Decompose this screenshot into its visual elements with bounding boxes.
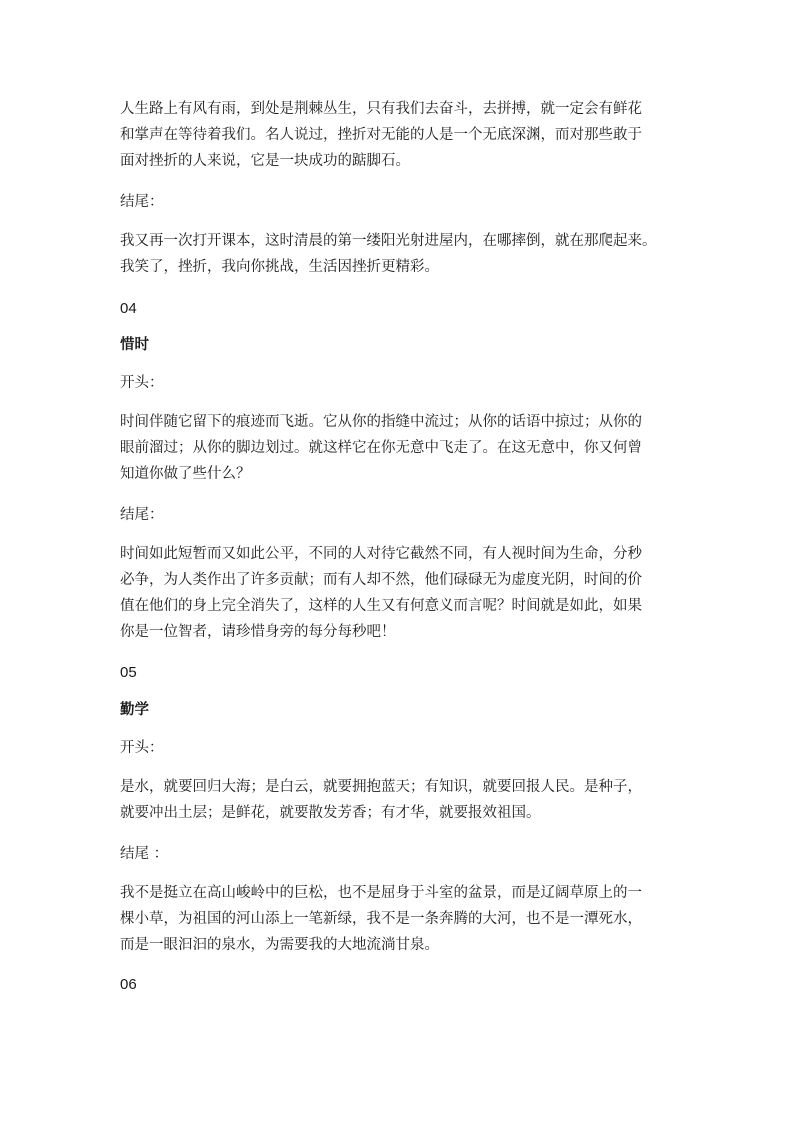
label-ending [120,189,690,215]
text-line: 必争，为人类作出了许多贡献；而有人却不然，他们碌碌无为虚度光阴，时间的价 [120,572,642,588]
text-line: 惜时 [120,337,149,353]
text-line: 时间如此短暂而又如此公平，不同的人对待它截然不同，有人视时间为生命，分秒 [120,546,642,562]
text-line: 和掌声在等待着我们。名人说过，挫折对无能的人是一个无底深渊，而对那些敢于 [120,127,642,143]
section-number-06 [120,972,690,998]
text-line: 眼前溜过；从你的脚边划过。就这样它在你无意中飞走了。在这无意中，你又何曾 [120,440,642,456]
paragraph-ending-time [120,541,690,645]
text-line: 我笑了，挫折，我向你挑战，生活因挫折更精彩。 [120,259,439,275]
text-line: 06 [120,976,137,993]
text-line: 面对挫折的人来说，它是一块成功的踮脚石。 [120,153,410,169]
text-line: 时间伴随它留下的痕迹而飞逝。它从你的指缝中流过；从你的话语中掠过；从你的 [120,414,642,430]
text-line: 就要冲出土层；是鲜花，就要散发芳香；有才华，就要报效祖国。 [120,805,541,821]
text-line: 知道你做了些什么？ [120,466,251,482]
paragraph-ending-setback [120,228,690,280]
label-ending [120,502,690,528]
label-opening [120,370,690,396]
label-ending [120,841,690,867]
text-line: 勤学 [120,702,149,718]
paragraph-opening-study [120,774,690,826]
text-line: 棵小草，为祖国的河山添上一笔新绿，我不是一条奔腾的大河，也不是一潭死水， [120,911,642,927]
text-line: 人生路上有风有雨，到处是荆棘丛生，只有我们去奋斗，去拼搏，就一定会有鲜花 [120,101,642,117]
text-line: 05 [120,664,137,681]
section-title-diligent-study [120,697,690,723]
text-line: 我不是挺立在高山峻岭中的巨松，也不是屈身于斗室的盆景，而是辽阔草原上的一 [120,885,642,901]
text-line: 是水，就要回归大海；是白云，就要拥抱蓝天；有知识，就要回报人民。是种子， [120,779,642,795]
paragraph-ending-study [120,880,690,958]
text-line: 结尾： [120,507,164,523]
text-line: 04 [120,300,137,317]
text-line: 值在他们的身上完全消失了，这样的人生又有何意义而言呢？时间就是如此，如果 [120,598,642,614]
paragraph-opening-time [120,409,690,487]
text-line: 开头： [120,375,164,391]
text-line: 而是一眼汩汩的泉水，为需要我的大地流淌甘泉。 [120,937,439,953]
section-title-cherish-time [120,332,690,358]
text-line: 开头： [120,740,164,756]
label-opening [120,735,690,761]
text-line: 我又再一次打开课本，这时清晨的第一缕阳光射进屋内，在哪摔倒，就在那爬起来。 [120,233,657,249]
section-number-04 [120,296,690,322]
text-line: 结尾 ： [120,846,169,862]
text-line: 结尾： [120,194,164,210]
text-line: 你是一位智者，请珍惜身旁的每分每秒吧！ [120,624,396,640]
paragraph-intro-setback [120,96,690,174]
section-number-05 [120,660,690,686]
